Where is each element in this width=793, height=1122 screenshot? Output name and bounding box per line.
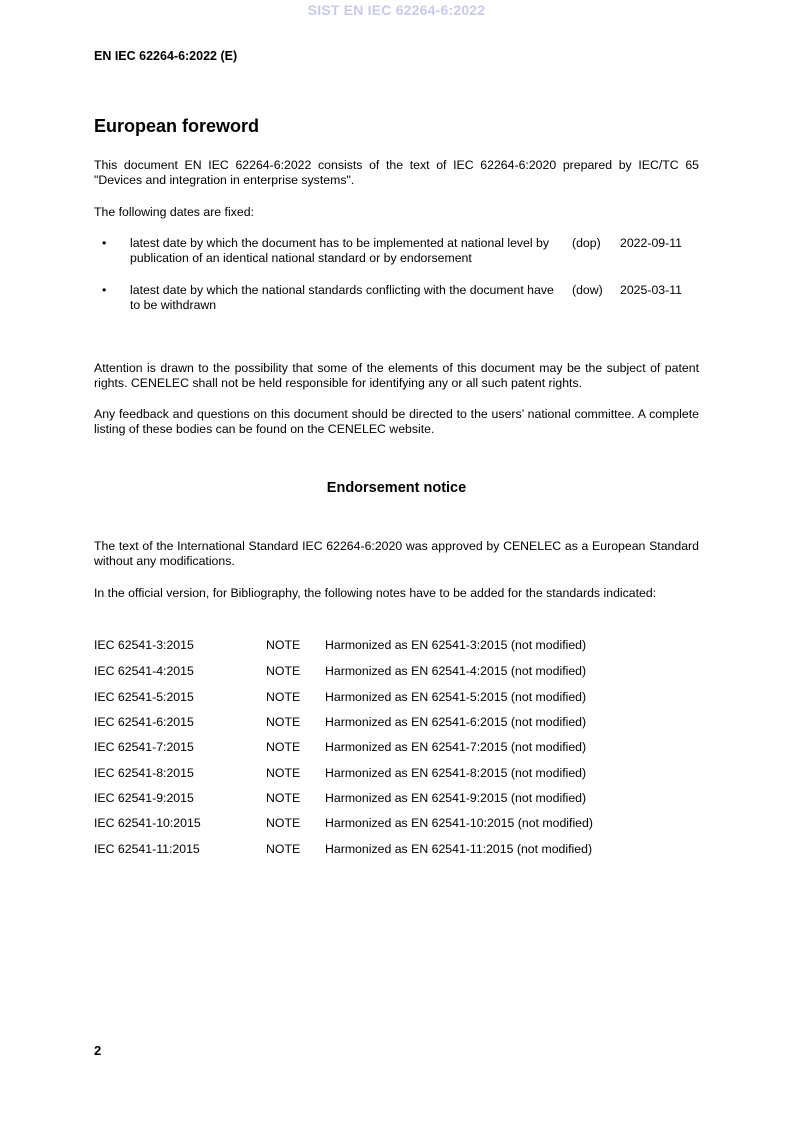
note-standard: IEC 62541-10:2015 [94, 816, 201, 830]
foreword-title: European foreword [94, 116, 260, 136]
note-standard: IEC 62541-9:2015 [94, 791, 194, 805]
watermark: SIST EN IEC 62264-6:2022 [307, 2, 486, 18]
note-label: NOTE [266, 638, 301, 652]
note-label: NOTE [266, 715, 301, 729]
date-item-text: latest date by which the national standards conflicting with the document have to be withdrawn [130, 283, 554, 312]
date-item-date: 2022-09-11 [620, 236, 682, 250]
endorsement-approval: The text of the International Standard IEC 62264-6:2020 was approved by CENELEC as a European Standard without any modifications. [94, 539, 699, 568]
note-standard: IEC 62541-4:2015 [94, 664, 194, 678]
note-standard: IEC 62541-11:2015 [94, 842, 200, 856]
feedback-notice: Any feedback and questions on this document should be directed to the users’ national committee. A complete listing of these bodies can be found on the CENELEC website. [94, 407, 699, 436]
note-standard: IEC 62541-3:2015 [94, 638, 194, 652]
document-id: EN IEC 62264-6:2022 (E) [94, 49, 238, 63]
note-label: NOTE [266, 842, 301, 856]
patent-notice: Attention is drawn to the possibility that some of the elements of this document may be the subject of patent rights. CENELEC shall not be held responsible for identifying any or all such patent rights. [94, 361, 699, 390]
note-label: NOTE [266, 740, 301, 754]
note-label: NOTE [266, 664, 301, 678]
note-text: Harmonized as EN 62541-5:2015 (not modified) [325, 690, 587, 704]
dates-intro: The following dates are fixed: [94, 205, 254, 219]
endorsement-title: Endorsement notice [326, 480, 467, 496]
date-item-date: 2025-03-11 [620, 283, 682, 297]
bibliography-intro: In the official version, for Bibliography, the following notes have to be added for the standards indicated: [94, 586, 657, 600]
page-number: 2 [94, 1043, 102, 1058]
note-text: Harmonized as EN 62541-9:2015 (not modified) [325, 791, 587, 805]
note-text: Harmonized as EN 62541-11:2015 (not modified) [325, 842, 593, 856]
bullet-dot: • [102, 236, 107, 250]
note-standard: IEC 62541-5:2015 [94, 690, 194, 704]
foreword-intro: This document EN IEC 62264-6:2022 consists of the text of IEC 62264-6:2020 prepared by IEC/TC 65 "Devices and integration in enterprise systems". [94, 158, 699, 187]
note-text: Harmonized as EN 62541-8:2015 (not modified) [325, 766, 587, 780]
note-standard: IEC 62541-7:2015 [94, 740, 194, 754]
note-text: Harmonized as EN 62541-6:2015 (not modified) [325, 715, 587, 729]
note-standard: IEC 62541-8:2015 [94, 766, 194, 780]
note-text: Harmonized as EN 62541-4:2015 (not modified) [325, 664, 587, 678]
note-text: Harmonized as EN 62541-7:2015 (not modified) [325, 740, 587, 754]
date-item-code: (dop) [572, 236, 601, 250]
note-standard: IEC 62541-6:2015 [94, 715, 194, 729]
bullet-dot: • [102, 283, 107, 297]
date-item-code: (dow) [572, 283, 603, 297]
date-item-text: latest date by which the document has to be implemented at national level by publication of an identical national standard or by endorsement [130, 236, 550, 265]
note-label: NOTE [266, 816, 301, 830]
note-label: NOTE [266, 791, 301, 805]
note-text: Harmonized as EN 62541-3:2015 (not modified) [325, 638, 587, 652]
note-text: Harmonized as EN 62541-10:2015 (not modified) [325, 816, 593, 830]
note-label: NOTE [266, 690, 301, 704]
note-label: NOTE [266, 766, 301, 780]
